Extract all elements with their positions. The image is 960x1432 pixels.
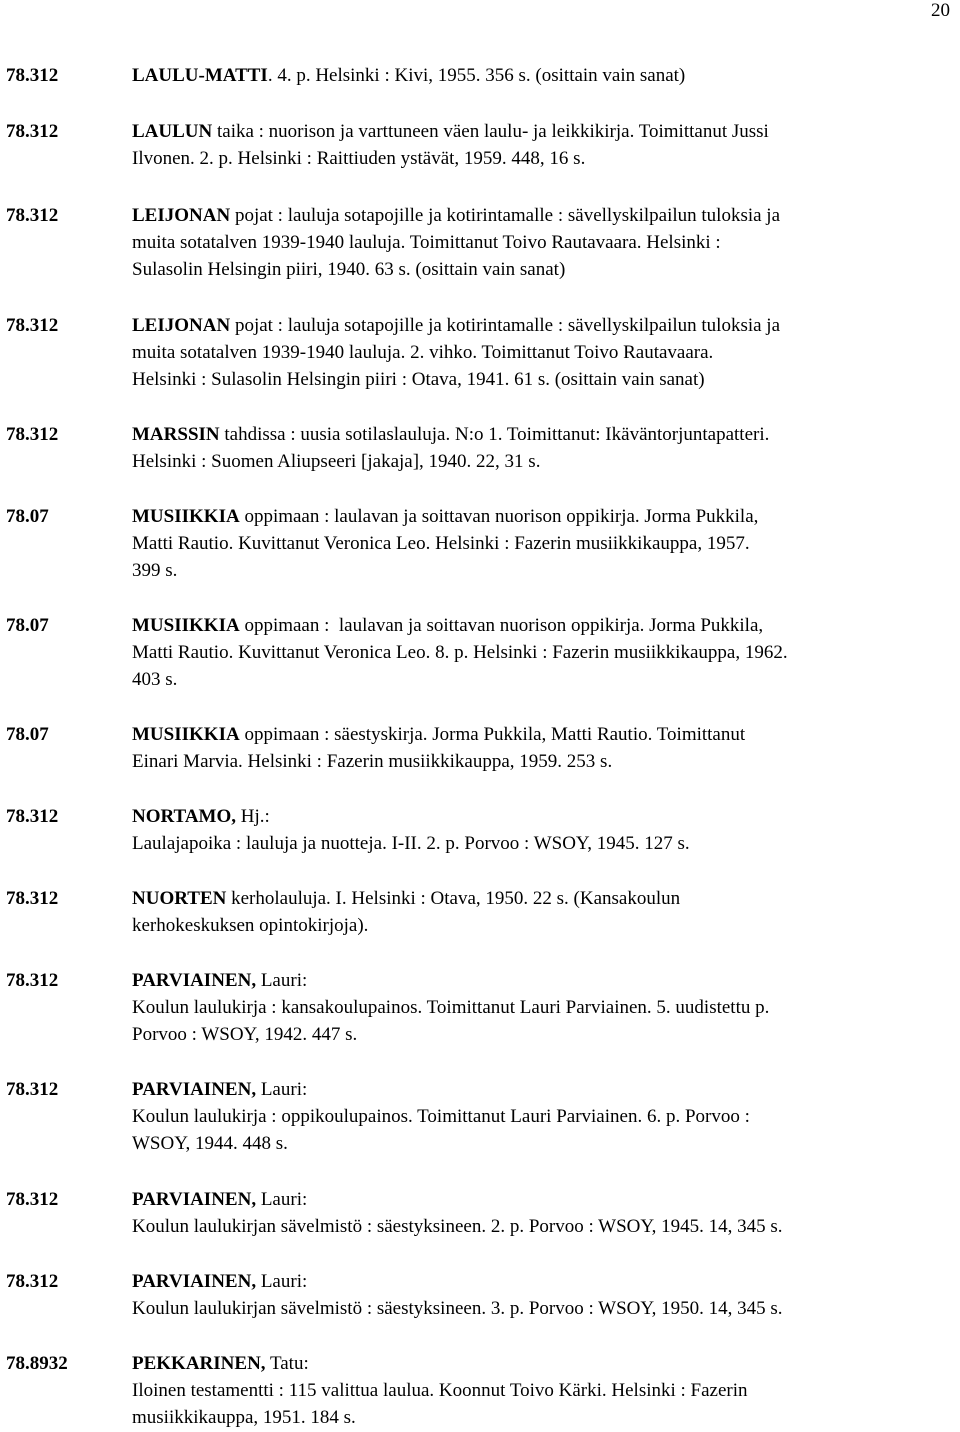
entry-line [132, 229, 954, 256]
entry-line [132, 1268, 954, 1295]
entry-heading: LEIJONAN [132, 315, 231, 336]
classification-number: 78.07 [6, 724, 49, 745]
entry-line [132, 339, 954, 366]
entry-line [132, 448, 954, 475]
entry-text [132, 62, 954, 89]
entry-line [132, 612, 954, 639]
entry-text [132, 612, 954, 693]
entry-heading: MUSIIKKIA [132, 506, 240, 527]
entry-description: musiikkikauppa, 1951. 184 s. [132, 1407, 356, 1428]
entry-description: Koulun laulukirja : kansakoulupainos. Toimittanut Lauri Parviainen. 5. uudistettu p. [132, 997, 770, 1018]
entry-description: Einari Marvia. Helsinki : Fazerin musiikkikauppa, 1959. 253 s. [132, 751, 613, 772]
classification-number: 78.312 [6, 970, 59, 991]
entry-line [132, 994, 954, 1021]
entry-line [132, 803, 954, 830]
entry-line [132, 1021, 954, 1048]
entry-text [132, 1076, 954, 1157]
classification-number: 78.07 [6, 615, 49, 636]
entry-line [132, 1377, 954, 1404]
entry-description: Koulun laulukirjan sävelmistö : säestyksineen. 2. p. Porvoo : WSOY, 1945. 14, 345 s. [132, 1216, 783, 1237]
classification-number: 78.312 [6, 65, 59, 86]
classification-number: 78.312 [6, 424, 59, 445]
entry-description: pojat : lauluja sotapojille ja kotirintamalle : sävellyskilpailun tuloksia ja [230, 315, 781, 336]
classification-number: 78.312 [6, 806, 59, 827]
entry-description: Lauri: [256, 1189, 308, 1210]
classification-number: 78.312 [6, 121, 59, 142]
entry-heading: NUORTEN [132, 888, 227, 909]
entry-description: Hj.: [236, 806, 270, 827]
entry-text [132, 967, 954, 1048]
entry-text [132, 503, 954, 584]
entry-heading: PARVIAINEN, [132, 970, 257, 991]
entry-line [132, 639, 954, 666]
entry-line [132, 366, 954, 393]
entry-heading: PARVIAINEN, [132, 1189, 257, 1210]
entry-line [132, 530, 954, 557]
entry-description: Koulun laulukirjan sävelmistö : säestyksineen. 3. p. Porvoo : WSOY, 1950. 14, 345 s. [132, 1298, 783, 1319]
entry-line [132, 1130, 954, 1157]
entry-line [132, 1350, 954, 1377]
entry-line [132, 1076, 954, 1103]
entry-text [132, 1268, 954, 1322]
entry-text [132, 1350, 954, 1431]
entry-line [132, 967, 954, 994]
entry-heading: NORTAMO, [132, 806, 236, 827]
entry-text [132, 202, 954, 283]
classification-number: 78.312 [6, 315, 59, 336]
entry-line [132, 830, 954, 857]
entry-description: Lauri: [256, 1271, 308, 1292]
entry-heading: MARSSIN [132, 424, 220, 445]
entry-description: WSOY, 1944. 448 s. [132, 1133, 288, 1154]
entry-line [132, 885, 954, 912]
entry-line [132, 145, 954, 172]
classification-number: 78.312 [6, 1271, 59, 1292]
entry-heading: LAULU-MATTI [132, 65, 268, 86]
entry-description: 403 s. [132, 669, 178, 690]
entry-description: 399 s. [132, 560, 178, 581]
entry-description: muita sotatalven 1939-1940 lauluja. 2. vihko. Toimittanut Toivo Rautavaara. [132, 342, 714, 363]
entry-line [132, 421, 954, 448]
entry-description: Lauri: [256, 1079, 308, 1100]
entry-heading: PEKKARINEN, [132, 1353, 266, 1374]
entry-description: oppimaan : säestyskirja. Jorma Pukkila, Matti Rautio. Toimittanut [239, 724, 746, 745]
entry-line [132, 748, 954, 775]
entry-description: oppimaan : laulavan ja soittavan nuorison oppikirja. Jorma Pukkila, [239, 506, 759, 527]
classification-number: 78.312 [6, 205, 59, 226]
page-number: 20 [931, 0, 950, 21]
entry-text [132, 885, 954, 939]
entry-text [132, 118, 954, 172]
entry-description: Porvoo : WSOY, 1942. 447 s. [132, 1024, 358, 1045]
entry-description: . 4. p. Helsinki : Kivi, 1955. 356 s. (osittain vain sanat) [267, 65, 686, 86]
entry-heading: LEIJONAN [132, 205, 231, 226]
entry-line [132, 312, 954, 339]
entry-line [132, 1404, 954, 1431]
entry-description: pojat : lauluja sotapojille ja kotirintamalle : sävellyskilpailun tuloksia ja [230, 205, 781, 226]
entry-line [132, 721, 954, 748]
entry-description: muita sotatalven 1939-1940 lauluja. Toimittanut Toivo Rautavaara. Helsinki : [132, 232, 721, 253]
entry-heading: PARVIAINEN, [132, 1271, 257, 1292]
entry-heading: MUSIIKKIA [132, 724, 240, 745]
classification-number: 78.312 [6, 888, 59, 909]
classification-number: 78.312 [6, 1189, 59, 1210]
entry-description: Ilvonen. 2. p. Helsinki : Raittiuden ystävät, 1959. 448, 16 s. [132, 148, 586, 169]
classification-number: 78.312 [6, 1079, 59, 1100]
entry-text [132, 312, 954, 393]
entry-text [132, 1186, 954, 1240]
entry-description: Lauri: [256, 970, 308, 991]
classification-number: 78.8932 [6, 1353, 68, 1374]
entry-heading: MUSIIKKIA [132, 615, 240, 636]
entry-line [132, 912, 954, 939]
entry-line [132, 1213, 954, 1240]
entry-description: Matti Rautio. Kuvittanut Veronica Leo. 8. p. Helsinki : Fazerin musiikkikauppa, 1962. [132, 642, 788, 663]
entry-description: kerhokeskuksen opintokirjoja). [132, 915, 369, 936]
entry-description: Helsinki : Sulasolin Helsingin piiri : Otava, 1941. 61 s. (osittain vain sanat) [132, 369, 705, 390]
entry-description: Helsinki : Suomen Aliupseeri [jakaja], 1940. 22, 31 s. [132, 451, 541, 472]
entry-description: Iloinen testamentti : 115 valittua laulua. Koonnut Toivo Kärki. Helsinki : Fazerin [132, 1380, 748, 1401]
entry-description: tahdissa : uusia sotilaslauluja. N:o 1. Toimittanut: Ikäväntorjuntapatteri. [219, 424, 770, 445]
entry-text [132, 721, 954, 775]
entry-text [132, 421, 954, 475]
entry-description: Tatu: [265, 1353, 309, 1374]
entry-text [132, 803, 954, 857]
classification-number: 78.07 [6, 506, 49, 527]
entry-description: oppimaan : laulavan ja soittavan nuorison oppikirja. Jorma Pukkila, [239, 615, 764, 636]
entry-line [132, 666, 954, 693]
entry-heading: LAULUN [132, 121, 213, 142]
entry-line [132, 557, 954, 584]
entry-line [132, 118, 954, 145]
entry-description: Laulajapoika : lauluja ja nuotteja. I-II. 2. p. Porvoo : WSOY, 1945. 127 s. [132, 833, 690, 854]
entry-line [132, 1103, 954, 1130]
entry-line [132, 202, 954, 229]
entry-description: taika : nuorison ja varttuneen väen laulu- ja leikkikirja. Toimittanut Jussi [212, 121, 769, 142]
entry-line [132, 1295, 954, 1322]
entry-description: Koulun laulukirja : oppikoulupainos. Toimittanut Lauri Parviainen. 6. p. Porvoo : [132, 1106, 750, 1127]
entry-description: Sulasolin Helsingin piiri, 1940. 63 s. (osittain vain sanat) [132, 259, 566, 280]
entry-line [132, 503, 954, 530]
entry-description: kerholauluja. I. Helsinki : Otava, 1950. 22 s. (Kansakoulun [226, 888, 681, 909]
entry-heading: PARVIAINEN, [132, 1079, 257, 1100]
entry-line [132, 1186, 954, 1213]
entry-description: Matti Rautio. Kuvittanut Veronica Leo. Helsinki : Fazerin musiikkikauppa, 1957. [132, 533, 750, 554]
entry-line [132, 62, 954, 89]
entry-line [132, 256, 954, 283]
